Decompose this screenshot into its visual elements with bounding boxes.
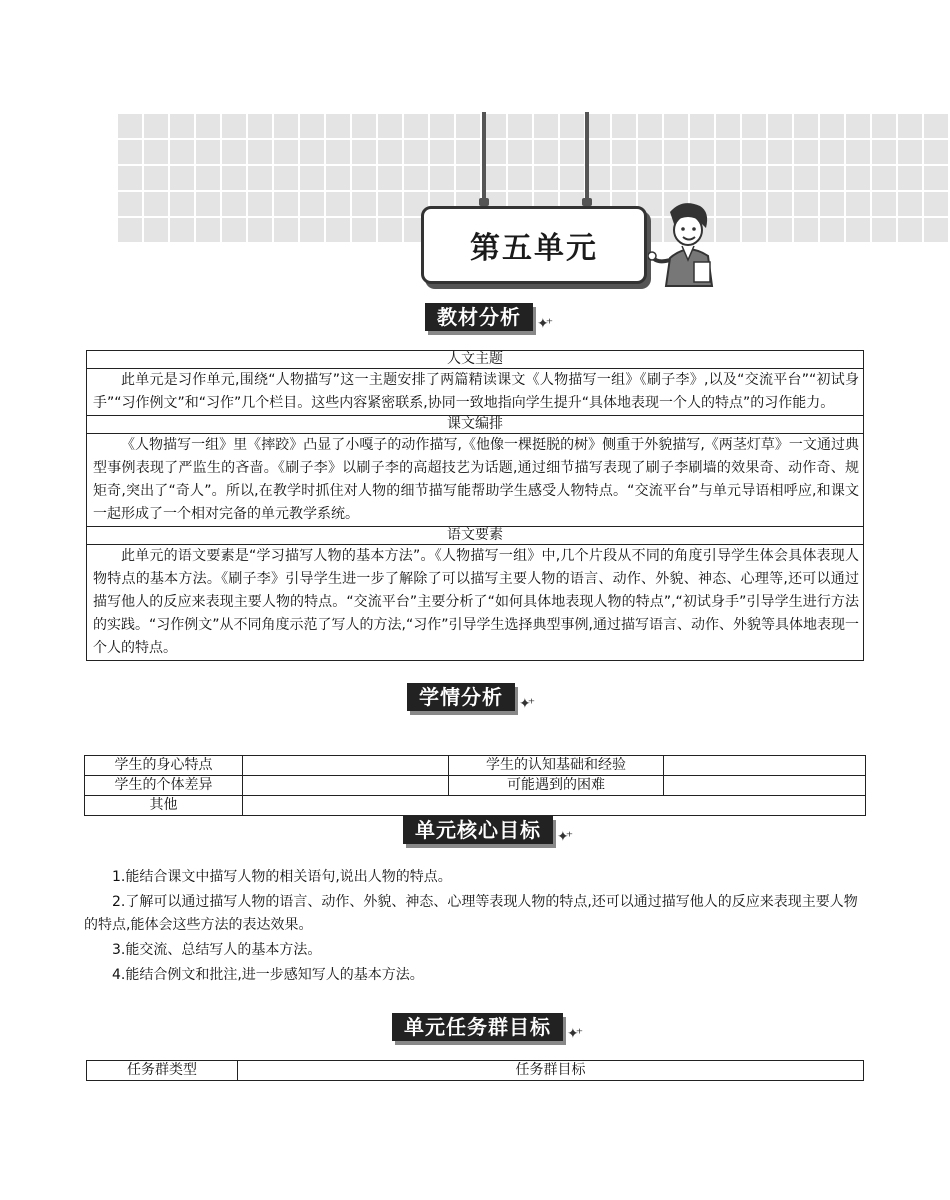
sparkle-icon: ✦⁺ [519,696,533,712]
cell-value [664,776,866,796]
cell-label: 学生的个体差异 [85,776,243,796]
cell-label: 其他 [85,796,243,816]
unit-title-board [421,206,647,284]
cell-value [243,756,449,776]
textbook-analysis-table [86,350,864,661]
section-title: 单元核心目标 [403,816,553,844]
table-heading: 人文主题 [87,351,864,369]
rope-knot-left [479,198,489,206]
column-header: 任务群目标 [238,1061,864,1081]
cell-label: 可能遇到的困难 [449,776,664,796]
section-header-learning-analysis [407,682,532,712]
rope-knot-right [582,198,592,206]
section-title: 教材分析 [425,303,533,331]
section-header-textbook-analysis [425,302,550,332]
goal-item: 2.了解可以通过描写人物的语言、动作、外貌、神态、心理等表现人物的特点,还可以通过描写他人的反应来表现主要人物的特点,能体会这些方法的表达效果。 [84,894,858,933]
column-header: 任务群类型 [87,1061,238,1081]
learning-analysis-table [84,755,866,816]
cell-value [664,756,866,776]
cell-label: 学生的身心特点 [85,756,243,776]
table-heading: 语文要素 [87,527,864,545]
section-title: 单元任务群目标 [392,1013,563,1041]
table-paragraph: 此单元是习作单元,围绕“人物描写”这一主题安排了两篇精读课文《人物描写一组》《刷子李》,以及“交流平台”“初试身手”“习作例文”和“习作”几个栏目。这些内容紧密联系,协同一致地指向学生提升“具体地表现一个人的特点”的习作能力。 [87,369,864,416]
hanging-rope-right [585,112,589,204]
cell-value [243,796,866,816]
core-goals-list [84,866,864,989]
cell-label: 学生的认知基础和经验 [449,756,664,776]
sparkle-icon: ✦⁺ [557,829,571,845]
table-paragraph: 《人物描写一组》里《摔跤》凸显了小嘎子的动作描写,《他像一棵挺脱的树》侧重于外貌描写,《两茎灯草》一文通过典型事例表现了严监生的吝啬。《刷子李》以刷子李的高超技艺为话题,通过细节描写表现了刷子李刷墙的效果奇、动作奇、规矩奇,突出了“奇人”。所以,在教学时抓住对人物的细节描写能帮助学生感受人物特点。“交流平台”与单元导语相呼应,和课文一起形成了一个相对完备的单元教学系统。 [87,434,864,527]
hanging-rope-left [482,112,486,204]
teacher-mascot-icon [648,198,722,290]
goal-item: 4.能结合例文和批注,进一步感知写人的基本方法。 [112,967,424,983]
sparkle-icon: ✦⁺ [567,1026,581,1042]
section-header-task-goals [392,1012,580,1042]
unit-title: 第五单元 [470,231,598,266]
goal-item: 1.能结合课文中描写人物的相关语句,说出人物的特点。 [112,869,452,885]
sparkle-icon: ✦⁺ [537,316,551,332]
section-header-core-goals [403,815,570,845]
table-paragraph: 此单元的语文要素是“学习描写人物的基本方法”。《人物描写一组》中,几个片段从不同的角度引导学生体会具体表现人物特点的基本方法。《刷子李》引导学生进一步了解除了可以描写主要人物的语言、动作、外貌、神态、心理等,还可以通过描写他人的反应来表现主要人物的特点。“交流平台”主要分析了“如何具体地表现人物的特点”,“初试身手”引导学生进行方法的实践。“习作例文”从不同角度示范了写人的方法,“习作”引导学生选择典型事例,通过描写语言、动作、外貌等具体地表现一个人的特点。 [87,545,864,661]
goal-item: 3.能交流、总结写人的基本方法。 [112,942,322,958]
task-goals-table [86,1060,864,1081]
section-title: 学情分析 [407,683,515,711]
table-heading: 课文编排 [87,416,864,434]
cell-value [243,776,449,796]
